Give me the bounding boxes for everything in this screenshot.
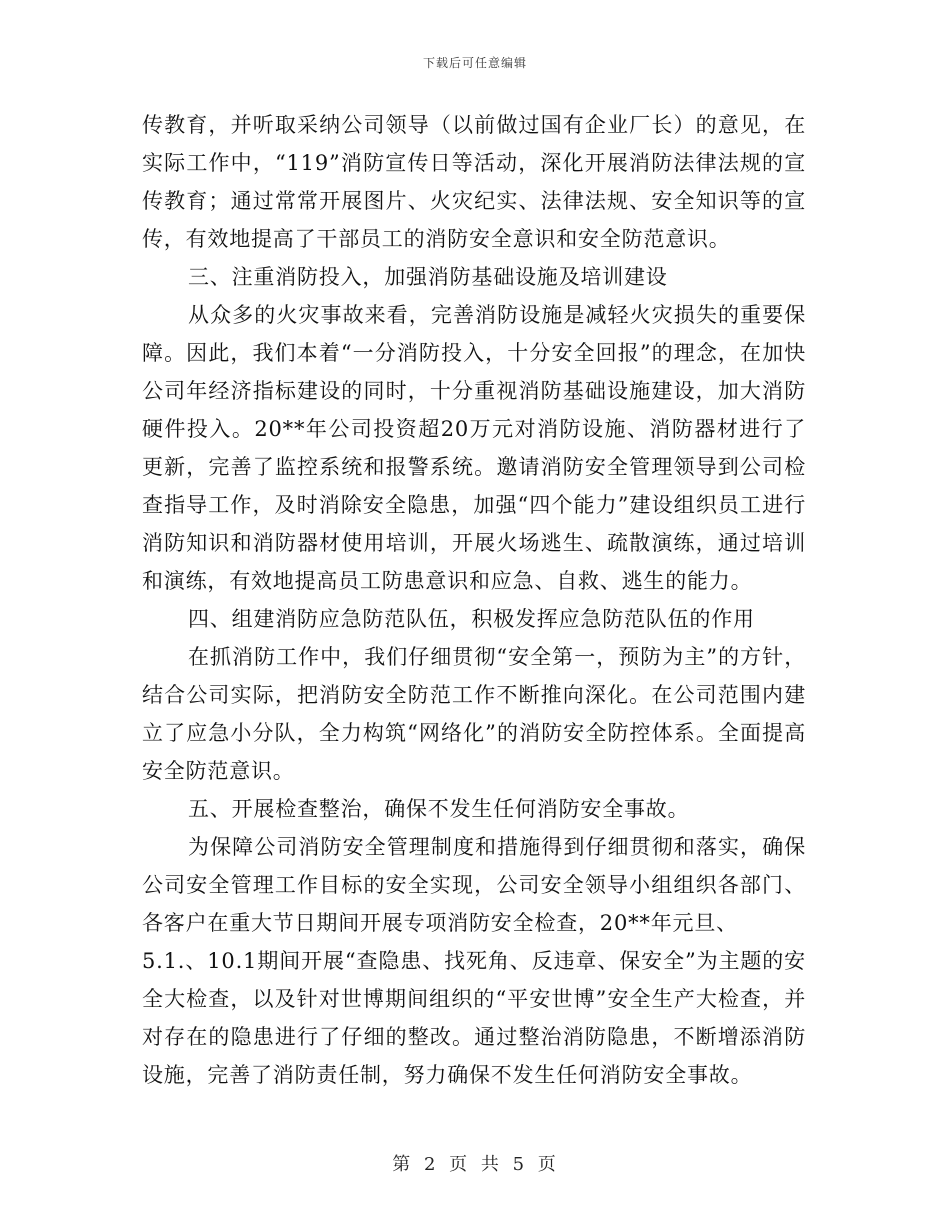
- section-heading-5: 五、开展检查整治，确保不发生任何消防安全事故。: [188, 797, 690, 821]
- section-heading-4: 四、组建消防应急防范队伍，积极发挥应急防范队伍的作用: [188, 607, 755, 631]
- paragraph-fire-investment: 从众多的火灾事故来看，完善消防设施是减轻火灾损失的重要保障。因此，我们本着“一分消防投入，十分安全回报”的理念，在加快公司年经济指标建设的同时，十分重视消防基础设施建设，加大消防硬件投入。20**年公司投资超20万元对消防设施、消防器材进行了更新，完善了监控系统和报警系统。邀请消防安全管理领导到公司检查指导工作，及时消除安全隐患，加强“四个能力”建设组织员工进行消防知识和消防器材使用培训，开展火场逃生、疏散演练，通过培训和演练，有效地提高员工防患意识和应急、自救、逃生的能力。: [142, 303, 806, 593]
- paragraph-continuation: 传教育，并听取采纳公司领导（以前做过国有企业厂长）的意见，在实际工作中，“119”消防宣传日等活动，深化开展消防法律法规的宣传教育；通过常常开展图片、火灾纪实、法律法规、安全知识等的宣传，有效地提高了干部员工的消防安全意识和安全防范意识。: [142, 113, 806, 251]
- page-header: 下载后可任意编辑: [422, 56, 527, 70]
- paragraph-inspection-detail: 5.1.、10.1期间开展“查隐患、找死角、反违章、保安全”为主题的安全大检查，以及针对世博期间组织的“平安世博”安全生产大检查，并对存在的隐患进行了仔细的整改。通过整治消防隐患，不断增添消防设施，完善了消防责任制，努力确保不发生任何消防安全事故。: [142, 949, 806, 1087]
- paragraph-emergency-team: 在抓消防工作中，我们仔细贯彻“安全第一，预防为主”的方针，结合公司实际，把消防安全防范工作不断推向深化。在公司范围内建立了应急小分队，全力构筑“网络化”的消防安全防控体系。全面提高安全防范意识。: [142, 645, 806, 783]
- document-body: [142, 106, 806, 1094]
- section-heading-3: 三、注重消防投入，加强消防基础设施及培训建设: [188, 265, 668, 289]
- page-footer: 第 2 页 共 5 页: [392, 1154, 558, 1175]
- paragraph-inspection-intro: 为保障公司消防安全管理制度和措施得到仔细贯彻和落实，确保公司安全管理工作目标的安全实现，公司安全领导小组组织各部门、各客户在重大节日期间开展专项消防安全检查，20**年元旦、: [142, 835, 806, 935]
